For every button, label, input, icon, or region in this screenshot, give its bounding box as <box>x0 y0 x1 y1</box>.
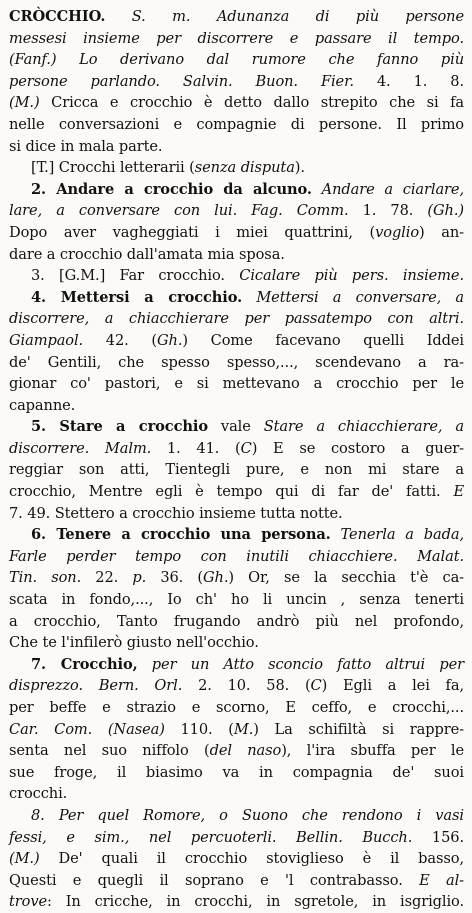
text-line <box>9 459 464 481</box>
text-span: voglio <box>375 223 420 241</box>
text-span: 36. ( <box>160 569 203 587</box>
text-span: per un Atto sconcio fatto altrui per <box>137 655 464 673</box>
text-line <box>9 222 464 244</box>
text-span: 3. [G.M.] Far crocchio. <box>31 267 240 285</box>
text-span: (Fanf.) Lo derivano dal rumore che fanno più <box>9 51 464 69</box>
text-span: 8. Per quel Romore, o Suono che rendono i vasi <box>31 806 464 824</box>
text-span: de' Gentili, che spesso spesso,..., scendevano a ra- <box>9 353 464 371</box>
text-span: Gh. <box>202 569 229 587</box>
text-span: M. <box>233 720 254 738</box>
text-span: senta nel suo niffolo ( <box>9 742 210 760</box>
text-line <box>9 891 464 913</box>
text-span: 7. 49. Stettero a crocchio insieme tutta notte. <box>9 504 343 522</box>
text-span: Cicalare più pers. insieme. <box>239 267 464 285</box>
text-span: a crocchio, Tanto frugando andrò più nel profondo, <box>9 612 464 630</box>
text-line <box>9 503 464 525</box>
text-line <box>9 71 464 93</box>
text-line <box>9 567 464 589</box>
text-span: Farle perder tempo con inutili chiacchiere. Malat. <box>9 547 464 565</box>
text-span: ) Come facevano quelli Iddei <box>182 331 464 349</box>
text-line <box>9 308 464 330</box>
text-span: Andare a ciarlare, <box>311 180 465 198</box>
text-span: S. m. Adunanza di più persone <box>105 8 464 25</box>
text-line <box>9 762 464 784</box>
text-span: Questi e quegli il soprano e 'l contrabasso. <box>9 871 420 889</box>
text-span: si dice in mala parte. <box>9 137 163 155</box>
text-line <box>9 179 464 201</box>
text-span: fessi, e sim., nel percuoterli. Bellin. Bucch. <box>9 828 432 846</box>
text-span: 1. 41. ( <box>166 439 241 457</box>
text-span: ), l'ira sbuffa per le <box>281 742 464 760</box>
text-span: per beffe e strazio e scorno, E ceffo, e crocchi,... <box>9 699 464 716</box>
text-span: C <box>240 439 252 457</box>
text-line <box>9 783 464 805</box>
text-line <box>9 395 464 417</box>
text-span: sue froge, il biasimo va in compagnia de' suoi <box>9 763 464 781</box>
text-span: Che te l'infilerò giusto nell'occhio. <box>9 634 259 652</box>
text-span: persone parlando. Salvin. Buon. Fier. <box>9 72 377 90</box>
text-span: nelle conversazioni e compagnie di persone. Il primo <box>9 115 464 133</box>
text-line <box>9 632 464 654</box>
text-line <box>9 114 464 136</box>
text-line <box>9 675 464 697</box>
text-span: capanne. <box>9 396 76 414</box>
text-span: Gh. <box>156 331 183 349</box>
text-span: p. <box>132 569 161 587</box>
text-span: 1. 78. <box>362 202 428 220</box>
text-span: vale <box>207 418 264 436</box>
text-line <box>9 524 464 546</box>
text-span: discorrere, a chiacchierare per passatempo con altri. <box>9 310 464 328</box>
text-line <box>9 848 464 870</box>
text-line <box>9 438 464 460</box>
text-span: 156. <box>431 828 464 846</box>
text-span: ) Egli a lei fa, <box>321 677 464 695</box>
text-span: dare a crocchio dall'amata mia sposa. <box>9 245 285 263</box>
text-span: Mettersi a conversare, a <box>242 288 464 306</box>
text-span: Car. Com. (Nasea) <box>9 720 181 738</box>
text-line <box>9 265 464 287</box>
headword: 7. Crocchio, <box>31 655 138 673</box>
text-line <box>9 6 464 28</box>
text-span: ) Or, se la secchia t'è ca- <box>228 569 464 587</box>
text-span: reggiar son atti, Tientegli pure, e non mi stare a <box>9 461 464 479</box>
text-span: ) La schifiltà si rappre- <box>253 720 464 738</box>
text-span: Tin. son. <box>9 569 96 587</box>
text-line <box>9 611 464 633</box>
text-span: Stare a chiacchierare, a <box>263 418 464 436</box>
text-line <box>9 740 464 762</box>
text-line <box>9 827 464 849</box>
text-line <box>9 805 464 827</box>
text-line <box>9 330 464 352</box>
text-span: gionar co' pastori, e si mettevano a crocchio per le <box>9 375 464 393</box>
text-line <box>9 654 464 676</box>
text-line <box>9 870 464 892</box>
text-span: E al- <box>419 871 465 889</box>
text-line <box>9 546 464 568</box>
text-span: del naso <box>209 742 282 760</box>
text-line <box>9 719 464 741</box>
text-span: crocchi. <box>9 785 68 803</box>
text-span: 2. 10. 58. ( <box>198 677 311 695</box>
headword: 5. Stare a crocchio <box>31 418 208 436</box>
text-span: ). <box>294 159 305 177</box>
text-span: disprezzo. Bern. Orl. <box>9 677 199 695</box>
text-span: Dopo aver vagheggiati i miei quattrini, ( <box>9 223 376 241</box>
text-span: trove <box>9 893 48 911</box>
headword: 6. Tenere a crocchio una persona. <box>31 526 331 544</box>
text-line <box>9 373 464 395</box>
dictionary-entry-crocchio <box>9 6 464 913</box>
text-line <box>9 352 464 374</box>
text-span: discorrere. Malm. <box>9 439 167 457</box>
headword: 2. Andare a crocchio da alcuno. <box>31 180 312 198</box>
text-span: crocchio, Mentre egli è tempo qui di far de' fatti. <box>9 483 454 501</box>
text-span: Tenerla a bada, <box>330 526 464 544</box>
text-span: [T.] Crocchi letterarii ( <box>31 159 195 177</box>
text-span: : In cricche, in crocchi, in sgretole, in isgriglio. <box>47 893 464 911</box>
text-line <box>9 200 464 222</box>
text-span: (Gh.) <box>427 202 464 220</box>
headword: 4. Mettersi a crocchio. <box>31 288 243 306</box>
text-span: 4. 1. 8. <box>376 72 465 90</box>
text-span: 22. <box>95 569 133 587</box>
text-span: (M.) <box>9 850 40 868</box>
text-span: E <box>453 483 464 501</box>
text-line <box>9 244 464 266</box>
text-line <box>9 92 464 114</box>
text-span: ) an- <box>419 223 464 241</box>
text-span: Cricca e crocchio è detto dallo strepito che si fa <box>39 94 464 112</box>
text-line <box>9 157 464 179</box>
text-span: messesi insieme per discorrere e passare il tempo. <box>9 29 464 47</box>
headword: CRÒCCHIO. <box>9 8 106 25</box>
text-line <box>9 589 464 611</box>
text-line <box>9 416 464 438</box>
text-span: ) E se costoro a guer- <box>251 439 464 457</box>
text-span: scata in fondo,..., Io ch' ho li uncin , senza tenerti <box>9 591 464 609</box>
text-span: C <box>310 677 322 695</box>
text-line <box>9 481 464 503</box>
text-span: senza disputa <box>194 159 295 177</box>
text-span: De' quali il crocchio stoviglieso è il basso, <box>39 850 464 868</box>
text-line <box>9 136 464 158</box>
text-span: (M.) <box>9 94 40 112</box>
text-line <box>9 697 464 719</box>
text-line <box>9 287 464 309</box>
text-span: 42. ( <box>105 331 157 349</box>
text-span: Giampaol. <box>9 331 106 349</box>
text-span: 110. ( <box>180 720 234 738</box>
text-span: lare, a conversare con lui. Fag. Comm. <box>9 202 363 220</box>
text-line <box>9 28 464 50</box>
text-line <box>9 49 464 71</box>
